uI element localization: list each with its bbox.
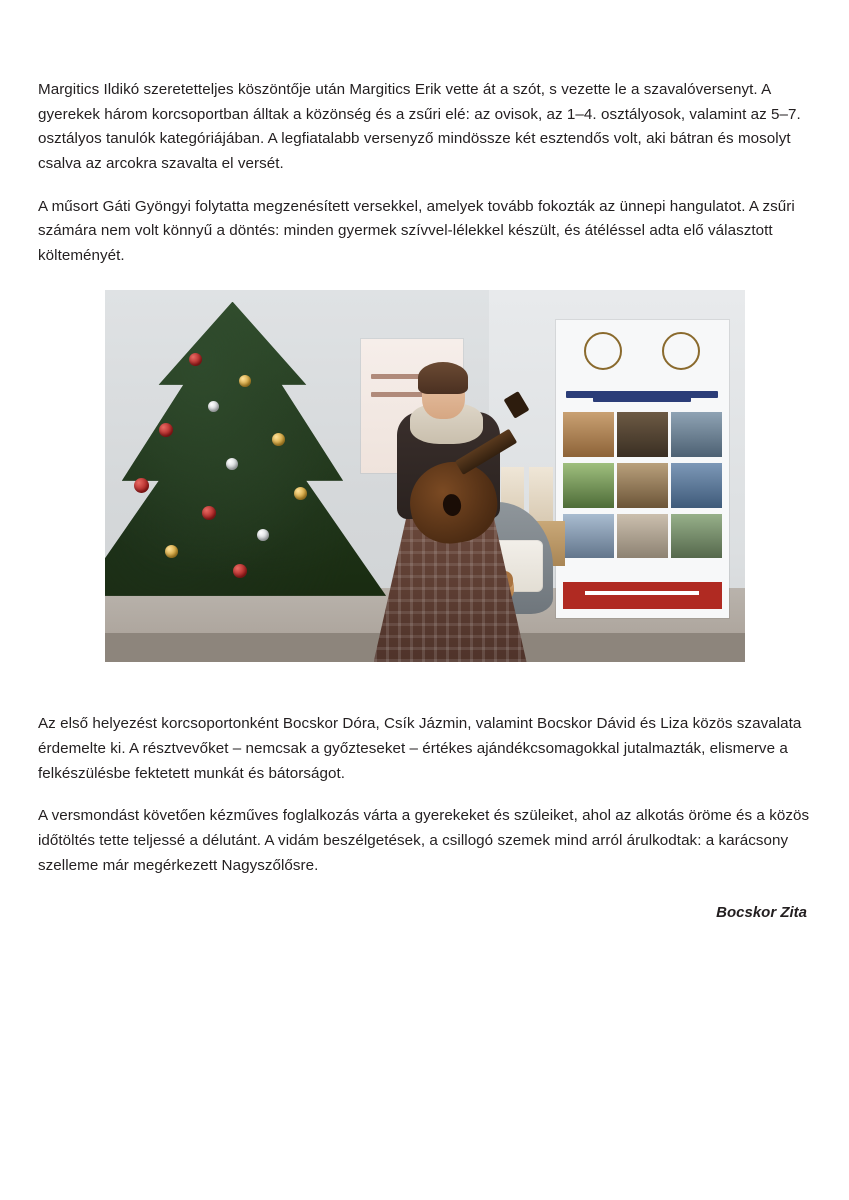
figure-spacer	[38, 690, 811, 712]
ornament-icon	[257, 529, 269, 541]
banner-photo	[617, 514, 668, 559]
paragraph-3: Az első helyezést korcsoportonként Bocskor Dóra, Csík Jázmin, valamint Bocskor Dávid és Liza közös szavalata érdemelte ki. A résztvevőket – nemcsak a győzteseket – értékes ajándékcsomagokkal jutalmazták, elismerve a felkészülésbe fektetett munkát és bátorságot.	[38, 715, 802, 782]
ornament-icon	[165, 545, 178, 558]
banner-title-block	[566, 377, 718, 407]
author-credit: Bocskor Zita	[716, 904, 807, 922]
banner-photo-row	[563, 514, 722, 559]
ornament-icon	[159, 423, 173, 437]
ornament-icon	[202, 506, 216, 520]
banner-szelid-lovas	[556, 320, 729, 618]
banner-photo	[563, 412, 614, 457]
banner-photo	[563, 514, 614, 559]
banner-photo-row	[563, 412, 722, 457]
guitar-performer	[367, 350, 533, 662]
banner-photo	[671, 514, 722, 559]
logo-icon	[584, 332, 622, 370]
banner-footer-bar	[563, 582, 722, 609]
banner-photo	[671, 412, 722, 457]
event-photo	[105, 290, 745, 662]
banner-subtitle-line	[593, 397, 690, 402]
paragraph-2: A műsort Gáti Gyöngyi folytatta megzenésített versekkel, amelyek tovább fokozták az ünnepi hangulatot. A zsűri számára nem volt könnyű a döntés: minden gyermek szívvel-lélekkel készült, és átéléssel adta elő választott költeményét.	[38, 197, 795, 264]
banner-photo	[671, 463, 722, 508]
banner-photo	[617, 412, 668, 457]
banner-header	[566, 332, 718, 368]
article-figure	[38, 290, 811, 662]
ornament-icon	[208, 401, 219, 412]
banner-photo	[563, 463, 614, 508]
paragraph-1: Margitics Ildikó szeretetteljes köszöntője után Margitics Erik vette át a szót, s vezette le a szavalóversenyt. A gyerekek három korcsoportban álltak a közönség és a zsűri elé: az ovisok, az 1–4. osztályosok, valamint az 5–7. osztályos tanulók kategóriájában. A legfiatalabb versenyző mindössze két esztendős volt, aki bátran és mosolyt csalva az arcokra szavalta el versét.	[38, 81, 801, 172]
ornament-icon	[239, 375, 251, 387]
banner-url-line	[585, 591, 699, 595]
hair	[418, 362, 468, 393]
banner-photo-row	[563, 463, 722, 508]
ornament-icon	[294, 487, 307, 500]
banner-photo	[617, 463, 668, 508]
paragraph-4: A versmondást követően kézműves foglalkozás várta a gyerekeket és szüleiket, ahol az alkotás öröme és a közös időtöltés tette teljessé a délutánt. A vidám beszélgetések, a csillogó szemek mind arról árulkodtak: a karácsony szelleme már megérkezett Nagyszőlősre.	[38, 807, 810, 874]
logo-icon	[662, 332, 700, 370]
ornament-icon	[134, 478, 149, 493]
ornament-icon	[233, 564, 247, 578]
christmas-tree	[105, 302, 387, 622]
guitar-headstock	[504, 391, 530, 418]
